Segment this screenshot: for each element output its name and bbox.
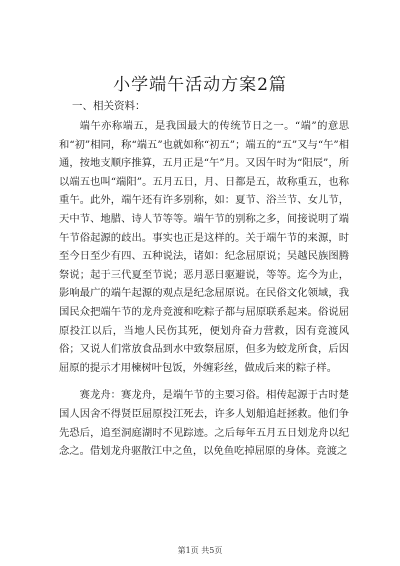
- document-body: [59, 117, 349, 461]
- page-footer: 第1页 共5页: [177, 546, 223, 555]
- body-paragraph: 赛龙舟：赛龙舟，是端午节的主要习俗。相传起源于古时楚国人因舍不得贤臣屈原投江死去，许多人划船追赶拯救。他们争先恐后，追至洞庭湖时不见踪迹。之后每年五月五日划龙舟以纪念之。借划龙舟驱散江中之鱼，以免鱼吃掉屈原的身体。竞渡之: [59, 389, 349, 458]
- document-title: 小学端午活动方案2篇: [113, 75, 287, 95]
- body-paragraph: 端午亦称端五，是我国最大的传统节日之一。“端”的意思和“初”相同，称“端五”也就如称“初五”；端五的“五”又与“午”相通，按地支顺序推算，五月正是“午”月。又因午时为“阳辰”，所以端五也叫“端阳”。五月五日，月、日都是五，故称重五，也称重午。此外，端午还有许多别称，如：夏节、浴兰节、女儿节，天中节、地腊、诗人节等等。端午节的别称之多，间接说明了端午节俗起源的歧出。事实也正是这样的。关于端午节的来源，时至今日至少有四、五种说法，诸如：纪念屈原说；吴越民族图腾祭说；起于三代夏至节说；恶月恶日驱避说，等等。迄今为止，影响最广的端午起源的观点是纪念屈原说。在民俗文化领域，我国民众把端午节的龙舟竞渡和吃粽子都与屈原联系起来。俗说屈原投江以后，当地人民伤其死，便划舟奋力营救，因有竞渡风俗；又说人们常放食品到水中致祭屈原，但多为蛟龙所食，后因屈原的提示才用楝树叶包饭，外缠彩丝，做成后来的粽子样。: [59, 120, 349, 374]
- section-heading: 一、相关资料：: [72, 100, 146, 112]
